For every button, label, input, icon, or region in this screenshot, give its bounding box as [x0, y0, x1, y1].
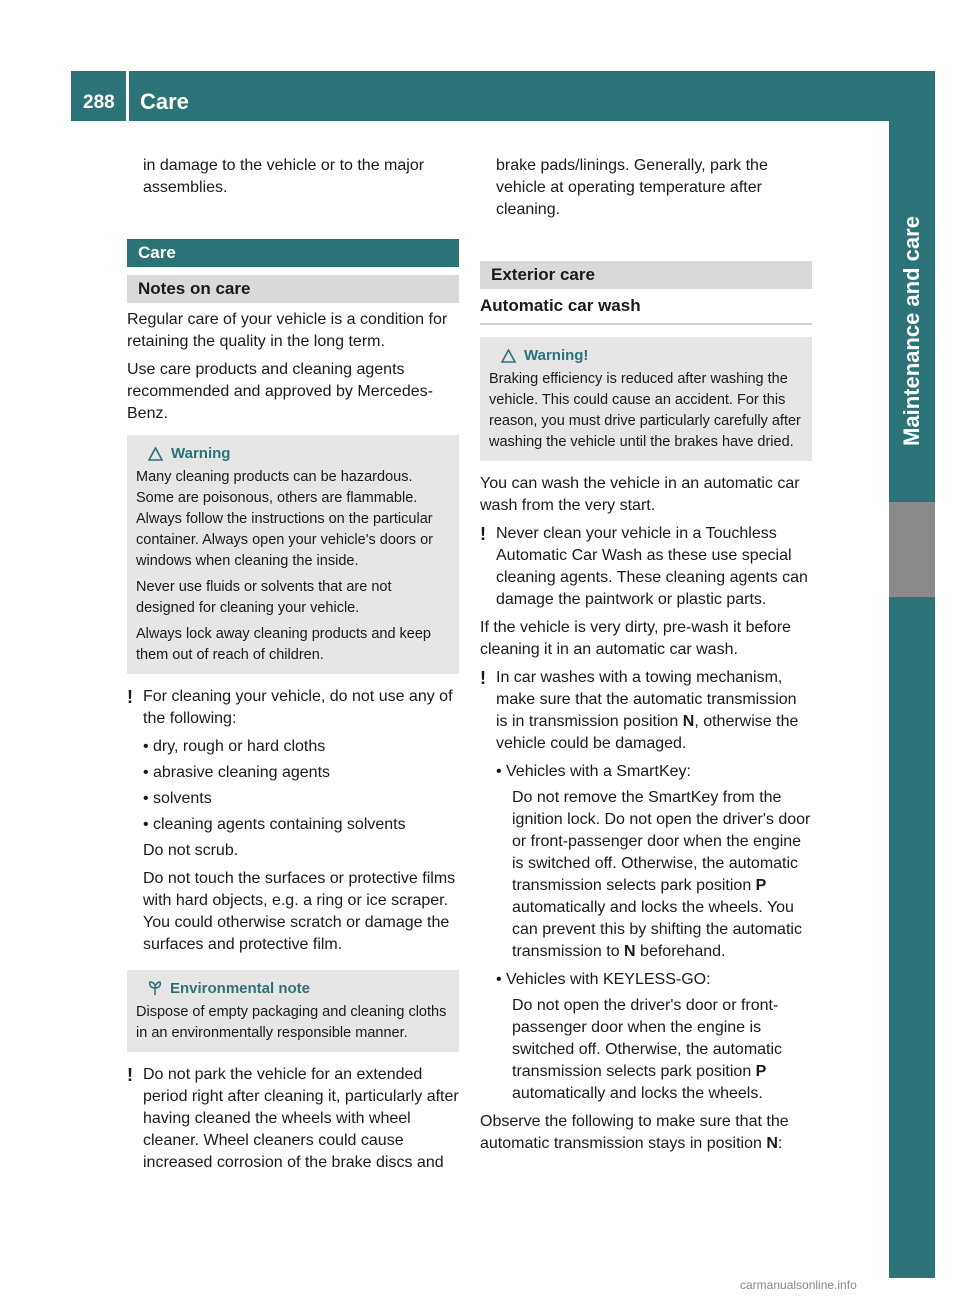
paragraph: If the vehicle is very dirty, pre-wash it before cleaning it in an automatic car wash.: [480, 619, 791, 658]
leaf-icon: [148, 981, 162, 996]
warning-box: [480, 337, 812, 461]
bullet-icon: •: [143, 738, 149, 755]
caution-note: [480, 523, 812, 611]
warning-text: Never use fluids or solvents that are not designed for cleaning your vehicle.: [136, 579, 392, 616]
paragraph: Regular care of your vehicle is a condition for retaining the quality in the long term.: [127, 311, 448, 350]
bullet-icon: •: [143, 816, 149, 833]
page-title: Care: [140, 89, 189, 114]
bullet-icon: •: [143, 764, 149, 781]
side-section-bar: [889, 71, 935, 1278]
paragraph: Do not touch the surfaces or protective films with hard objects, e.g. a ring or ice scraper. You could otherwise scratch or damage the surfaces and protective film.: [143, 870, 456, 953]
exclamation-icon: !: [480, 524, 486, 544]
paragraph: Use care products and cleaning agents recommended and approved by Mercedes-Benz.: [127, 361, 433, 422]
subsection-heading-automatic-car-wash: Automatic car wash: [480, 295, 812, 325]
section-heading-care: Care: [127, 239, 459, 267]
environmental-note-title: Environmental note: [170, 980, 311, 997]
list-item: [127, 762, 459, 784]
environmental-note-box: [127, 970, 459, 1052]
caution-note: [127, 686, 459, 730]
side-tab-marker: [889, 502, 935, 597]
list-item-text: Vehicles with KEYLESS-GO:: [506, 971, 711, 988]
page-header: [71, 71, 889, 121]
warning-box: [127, 435, 459, 674]
bullet-icon: •: [496, 763, 502, 780]
watermark: carmanualsonline.info: [740, 1278, 857, 1292]
caution-text: In car washes with a towing mechanism, make sure that the automatic transmission is in transmission position N, otherwise the vehicle could be damaged.: [496, 669, 799, 752]
page-number: 288: [83, 92, 115, 113]
subsection-heading-notes: Notes on care: [127, 275, 459, 303]
list-item: [480, 969, 812, 991]
warning-text: Braking efficiency is reduced after washing the vehicle. This could cause an accident. For this reason, you must drive particularly carefully after washing the vehicle until the brakes have dried.: [489, 371, 801, 450]
list-item-text: dry, rough or hard cloths: [153, 738, 326, 755]
warning-triangle-icon: [148, 447, 163, 461]
caution-text: Do not park the vehicle for an extended period right after cleaning it, particularly after having cleaned the wheels with wheel cleaner. Wheel cleaners could cause increased corrosion of the brake discs and: [143, 1066, 459, 1171]
section-heading-exterior-care: Exterior care: [480, 261, 812, 289]
list-item-detail: Do not open the driver's door or front-passenger door when the engine is switched off. Otherwise, the automatic transmission selects park position P automatically and locks the wheels.: [512, 997, 783, 1102]
list-item-text: solvents: [153, 790, 212, 807]
list-item-detail: Do not remove the SmartKey from the ignition lock. Do not open the driver's door or front-passenger door when the engine is switched off. Otherwise, the automatic transmission selects park position P automatically and locks the wheels. You can prevent this by shifting the automatic transmission to N beforehand.: [512, 789, 811, 960]
warning-header: [489, 345, 804, 366]
paragraph: Observe the following to make sure that the automatic transmission stays in position N:: [480, 1113, 789, 1152]
side-section-label: Maintenance and care: [899, 216, 924, 446]
warning-header: [136, 443, 451, 464]
exclamation-icon: !: [127, 1065, 133, 1085]
bullet-icon: •: [496, 971, 502, 988]
list-item: [127, 736, 459, 758]
left-column: [127, 155, 459, 1180]
environmental-note-header: [136, 978, 451, 999]
exclamation-icon: !: [127, 687, 133, 707]
caution-note: [127, 1064, 459, 1174]
environmental-note-text: Dispose of empty packaging and cleaning cloths in an environmentally responsible manner.: [136, 1004, 447, 1041]
caution-text: For cleaning your vehicle, do not use any of the following:: [143, 688, 453, 727]
right-column: [480, 155, 812, 1161]
exclamation-icon: !: [480, 668, 486, 688]
intro-text: in damage to the vehicle or to the major assemblies.: [143, 157, 425, 196]
list-item-text: abrasive cleaning agents: [153, 764, 331, 781]
warning-text: Always lock away cleaning products and keep them out of reach of children.: [136, 626, 431, 663]
list-item: [127, 788, 459, 810]
paragraph: Do not scrub.: [143, 842, 239, 859]
bullet-icon: •: [143, 790, 149, 807]
warning-text: Many cleaning products can be hazardous. Some are poisonous, others are flammable. Always follow the instructions on the particular container. Always open your vehicle's doors or windows when cleaning the inside.: [136, 469, 433, 569]
warning-title: Warning: [171, 445, 231, 462]
header-divider: [126, 71, 129, 121]
list-item-text: cleaning agents containing solvents: [153, 816, 406, 833]
warning-title: Warning!: [524, 347, 589, 364]
warning-triangle-icon: [501, 349, 516, 363]
list-item: [127, 814, 459, 836]
caution-text: Never clean your vehicle in a Touchless Automatic Car Wash as these use special cleaning agents. These cleaning agents can damage the paintwork or plastic parts.: [496, 525, 808, 608]
caution-note: [480, 667, 812, 755]
paragraph: You can wash the vehicle in an automatic car wash from the very start.: [480, 475, 800, 514]
list-item: [480, 761, 812, 783]
continued-text: brake pads/linings. Generally, park the vehicle at operating temperature after cleaning.: [496, 157, 768, 218]
list-item-text: Vehicles with a SmartKey:: [506, 763, 691, 780]
